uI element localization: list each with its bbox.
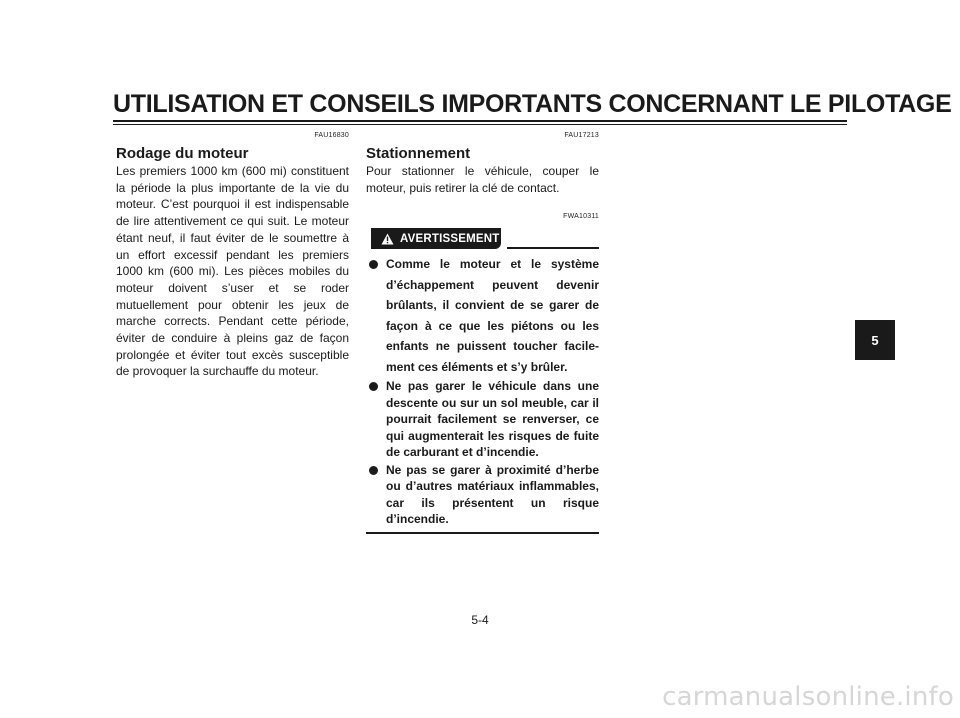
warning-header-rule xyxy=(507,247,599,249)
warning-list xyxy=(366,254,599,528)
warning-label: AVERTISSEMENT xyxy=(400,232,500,245)
header-rule xyxy=(113,120,847,122)
warning-triangle-icon xyxy=(381,233,394,245)
warning-item-text: Ne pas garer le véhicule dans une descente ou sur un sol meuble, car il pourrait facilement se renverser, ce qui augmenterait les risques de fuite de carburant et d’incendie. xyxy=(386,379,599,460)
warning-code-row xyxy=(366,213,599,227)
warning-item xyxy=(366,254,599,377)
watermark: carmanualsonline.info xyxy=(662,682,954,712)
chapter-title: UTILISATION ET CONSEILS IMPORTANTS CONCERNANT LE PILOTAGE xyxy=(113,90,952,118)
bullet-icon xyxy=(369,382,378,391)
warning-item-text: Comme le moteur et le système d’échappement peuvent devenir brûlants, il convient de se garer de façon à ce que les piétons ou les enfants ne puissent toucher facilement ces éléments et s’y brûler. xyxy=(386,257,599,374)
section-title-stationnement: Stationnement xyxy=(366,145,471,162)
section-code: FAU17213 xyxy=(564,132,599,139)
section-body-stationnement: Pour stationner le véhicule, couper le moteur, puis retirer la clé de contact. xyxy=(366,164,599,195)
warning-item xyxy=(366,378,599,461)
warning-item-text: Ne pas se garer à proximité d’herbe ou d’autres matériaux inflammables, car ils présentent un risque d’incendie. xyxy=(386,462,599,527)
header-rule-thin xyxy=(113,124,847,125)
warning-header xyxy=(366,228,599,250)
warning-footer-rule xyxy=(366,532,599,534)
section-body-rodage: Les premiers 1000 km (600 mi) constituent la période la plus importante de la vie du moteur. C’est pourquoi il est indispensable de lire attentivement ce qui suit. Le moteur étant neuf, il faut éviter de le soumettre à un effort excessif pendant les premiers 1000 km (600 mi). Les pièces mobiles du moteur doivent s’user et se roder mutuellement pour obtenir les jeux de marche corrects. Pendant cette période, éviter de conduire à pleins gaz de façon prolongée et éviter tout excès susceptible de provoquer la surchauffe du moteur. xyxy=(116,164,349,379)
bullet-icon xyxy=(369,260,378,269)
warning-item xyxy=(366,462,599,528)
section-title-rodage: Rodage du moteur xyxy=(116,145,249,162)
right-column xyxy=(366,132,599,534)
bullet-icon xyxy=(369,466,378,475)
chapter-tab: 5 xyxy=(855,320,895,360)
warning-code: FWA10311 xyxy=(563,213,599,221)
warning-badge xyxy=(371,228,501,249)
left-column xyxy=(116,132,349,380)
section-code: FAU16830 xyxy=(314,132,349,139)
page-number: 5-4 xyxy=(471,613,489,627)
